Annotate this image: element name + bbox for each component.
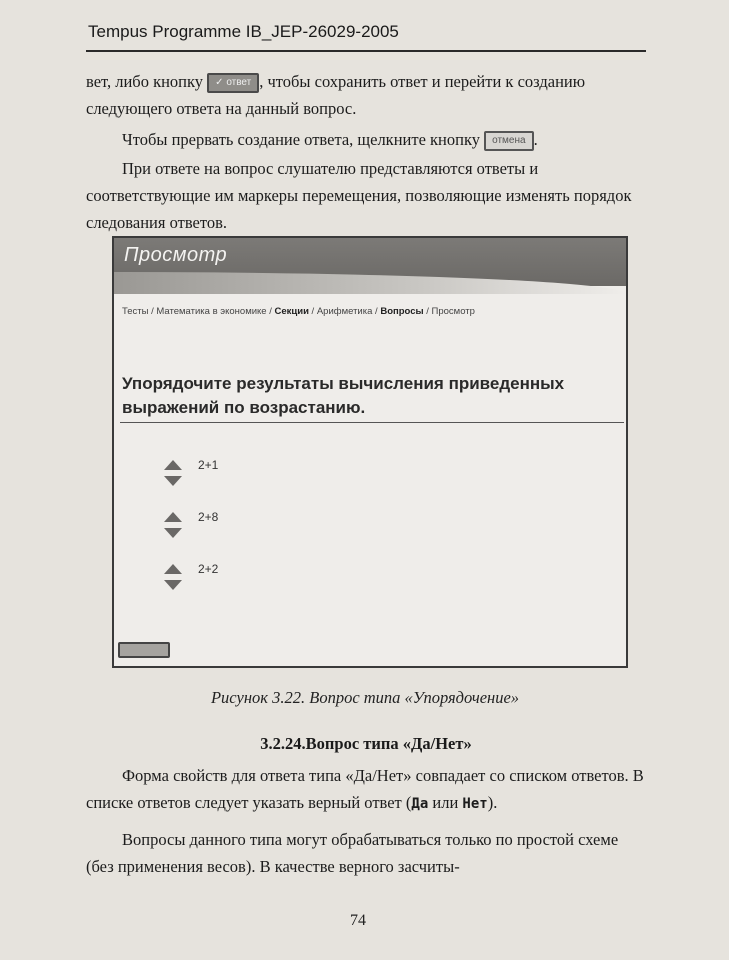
answer-label: 2+2: [198, 562, 219, 576]
question-rule: [120, 422, 624, 423]
paragraph-4: [86, 762, 646, 818]
answer-item: [164, 510, 284, 546]
move-up-icon[interactable]: [164, 564, 182, 574]
breadcrumb-item[interactable]: Тесты: [122, 306, 149, 317]
breadcrumb-item[interactable]: Секции: [274, 306, 309, 317]
paragraph-2-end: .: [533, 130, 538, 149]
preview-screenshot: [112, 236, 628, 668]
paragraph-4-text-a: Форма свойств для ответа типа «Да/Нет» совпадает со списком ответов. В списке ответов следует указать верный ответ (: [86, 766, 644, 812]
page-number: 74: [350, 912, 366, 929]
paragraph-5: Вопросы данного типа могут обрабатываться только по простой схеме (без применения весов). В качестве верного засчиты-: [86, 830, 619, 876]
paragraph-1: [86, 68, 646, 122]
paragraph-1-text-a: вет, либо кнопку: [86, 72, 204, 91]
answer-item: [164, 458, 284, 494]
breadcrumb-item[interactable]: Математика в экономике: [156, 306, 267, 317]
breadcrumb-item[interactable]: Арифметика: [316, 306, 373, 317]
answer-item: [164, 562, 284, 598]
move-down-icon[interactable]: [164, 528, 182, 538]
running-head: Tempus Programme IB_JEP-26029-2005: [88, 22, 399, 41]
move-down-icon[interactable]: [164, 580, 182, 590]
breadcrumb-item[interactable]: Вопросы: [380, 306, 424, 317]
no-keyword: Нет: [462, 796, 488, 812]
yes-keyword: Да: [411, 796, 429, 812]
move-up-icon[interactable]: [164, 460, 182, 470]
paragraph-2-text: Чтобы прервать создание ответа, щелкните кнопку: [122, 130, 480, 149]
cancel-button[interactable]: [118, 642, 170, 658]
header-rule: [86, 50, 646, 52]
section-title: 3.2.24.Вопрос типа «Да/Нет»: [260, 734, 472, 753]
preview-title: Просмотр: [124, 244, 228, 266]
answer-label: 2+8: [198, 510, 219, 524]
paragraph-4-text-b: ).: [487, 793, 498, 812]
breadcrumb-item: Просмотр: [431, 306, 475, 317]
paragraph-1-text-b: , чтобы сохранить ответ и перейти к созданию следующего ответа на данный вопрос.: [86, 72, 586, 118]
answer-button-image: ✓ ответ: [207, 73, 259, 93]
answer-label: 2+1: [198, 458, 219, 472]
paragraph-2: [122, 126, 642, 153]
paragraph-4-or: или: [428, 793, 463, 812]
move-down-icon[interactable]: [164, 476, 182, 486]
figure-caption: Рисунок 3.22. Вопрос типа «Упорядочение»: [210, 688, 520, 707]
move-up-icon[interactable]: [164, 512, 182, 522]
breadcrumb: Тесты / Математика в экономике / Секции / Арифметика / Вопросы / Просмотр: [122, 306, 475, 317]
cancel-button-image: отмена: [484, 131, 533, 151]
question-text: Упорядочите результаты вычисления приведенных выражений по возрастанию.: [122, 374, 565, 417]
paragraph-3: При ответе на вопрос слушателю представляются ответы и соответствующие им маркеры перемещения, позволяющие изменять порядок следования ответов.: [86, 159, 632, 232]
